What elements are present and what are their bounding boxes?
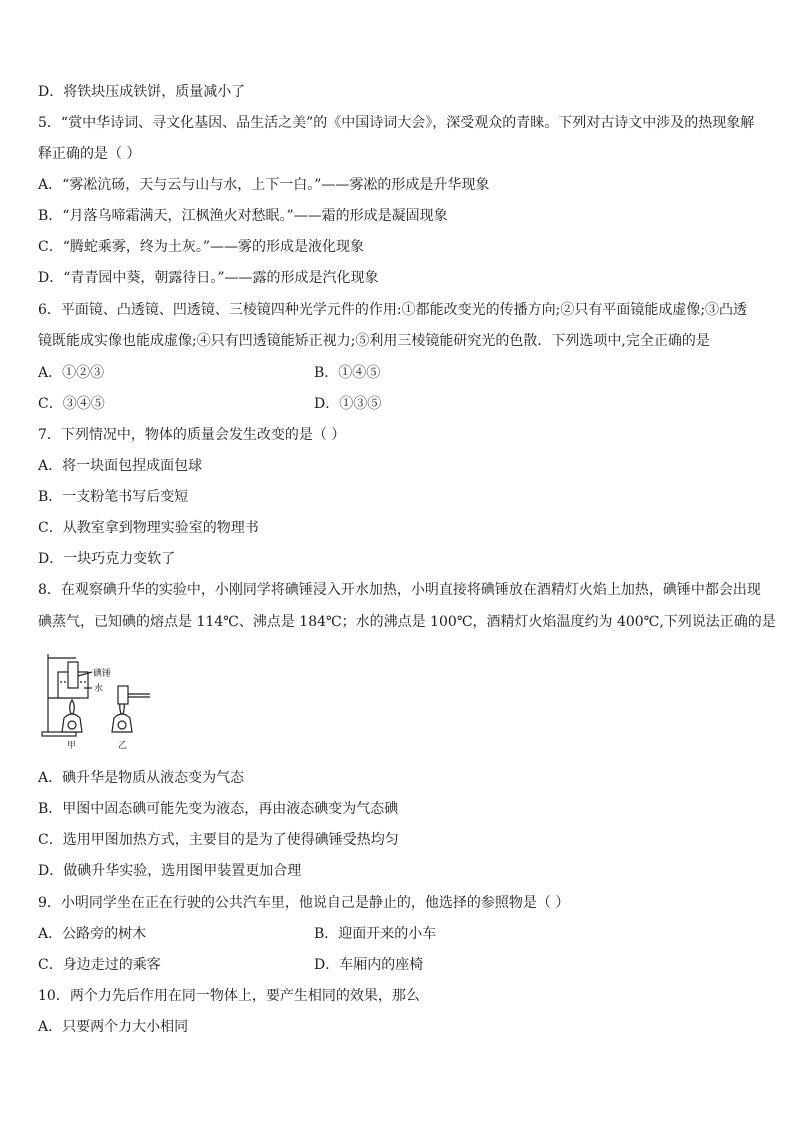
q9-option-c: C．身边走过的乘客 xyxy=(38,957,161,973)
q6-option-c: C．③④⑤ xyxy=(38,396,105,412)
q8-stem-line1: 8．在观察碘升华的实验中，小刚同学将碘锤浸入开水加热，小明直接将碘锤放在酒精灯火焰上加热，碘锤中都会出现 xyxy=(38,582,761,598)
label-water: 水 xyxy=(94,684,104,694)
q8-stem-line2: 碘蒸气，已知碘的熔点是 114℃、沸点是 184℃；水的沸点是 100℃，酒精灯火焰温度约为 400℃,下列说法正确的是 xyxy=(38,614,776,630)
q5-option-b: B．“月落乌啼霜满天，江枫渔火对愁眠。”——霜的形成是凝固现象 xyxy=(38,208,448,224)
q6-option-d: D．①③⑤ xyxy=(314,396,382,412)
q8-option-c: C．选用甲图加热方式，主要目的是为了使得碘锤受热均匀 xyxy=(38,832,399,848)
q7-option-c: C．从教室拿到物理实验室的物理书 xyxy=(38,520,259,536)
q8-option-a: A．碘升华是物质从液态变为气态 xyxy=(38,770,245,786)
q5-option-d: D．“青青园中葵，朝露待日。”——露的形成是汽化现象 xyxy=(38,270,379,286)
q9-stem: 9．小明同学坐在正在行驶的公共汽车里，他说自己是静止的，他选择的参照物是（ ） xyxy=(38,895,570,911)
q7-option-a: A．将一块面包捏成面包球 xyxy=(38,458,203,474)
q10-stem: 10．两个力先后作用在同一物体上，要产生相同的效果，那么 xyxy=(38,988,420,1004)
q5-stem-line2: 释正确的是（ ） xyxy=(38,146,141,162)
label-yi: 乙 xyxy=(118,741,128,751)
q9-option-b: B．迎面开来的小车 xyxy=(314,926,437,942)
q7-option-d: D．一块巧克力变软了 xyxy=(38,551,176,567)
q4-option-d: D．将铁块压成铁饼，质量减小了 xyxy=(38,84,246,100)
q7-stem: 7．下列情况中，物体的质量会发生改变的是（ ） xyxy=(38,427,346,443)
iodine-sublimation-figure xyxy=(38,648,158,754)
q8-option-b: B．甲图中固态碘可能先变为液态，再由液态碘变为气态碘 xyxy=(38,801,399,817)
q6-option-a: A．①②③ xyxy=(38,365,105,381)
iodine-hammer-yi xyxy=(118,686,128,704)
q6-stem-line2: 镜既能成实像也能成虚像;④只有凹透镜能矫正视力;⑤利用三棱镜能研究光的色散．下列选项中,完全正确的是 xyxy=(38,333,710,349)
q5-option-a: A．“雾凇沆砀，天与云与山与水，上下一白。”——雾凇的形成是升华现象 xyxy=(38,177,490,193)
q10-option-a: A．只要两个力大小相同 xyxy=(38,1019,189,1035)
label-jia: 甲 xyxy=(67,741,77,751)
q6-option-b: B．①④⑤ xyxy=(314,365,381,381)
q9-option-d: D．车厢内的座椅 xyxy=(314,957,424,973)
q7-option-b: B．一支粉笔书写后变短 xyxy=(38,489,189,505)
q8-option-d: D．做碘升华实验，选用图甲装置更加合理 xyxy=(38,863,302,879)
q5-option-c: C．“腾蛇乘雾，终为土灰。”——雾的形成是液化现象 xyxy=(38,239,365,255)
label-iodine-hammer: 碘锤 xyxy=(93,669,112,679)
q9-option-a: A．公路旁的树木 xyxy=(38,926,147,942)
iodine-hammer-jia xyxy=(68,662,78,688)
q6-stem-line1: 6．平面镜、凸透镜、凹透镜、三棱镜四种光学元件的作用:①都能改变光的传播方向;②只有平面镜能成虚像;③凸透 xyxy=(38,302,748,318)
q5-stem-line1: 5．“赏中华诗词、寻文化基因、品生活之美”的《中国诗词大会》，深受观众的青睐。下列对古诗文中涉及的热现象解 xyxy=(38,115,755,131)
